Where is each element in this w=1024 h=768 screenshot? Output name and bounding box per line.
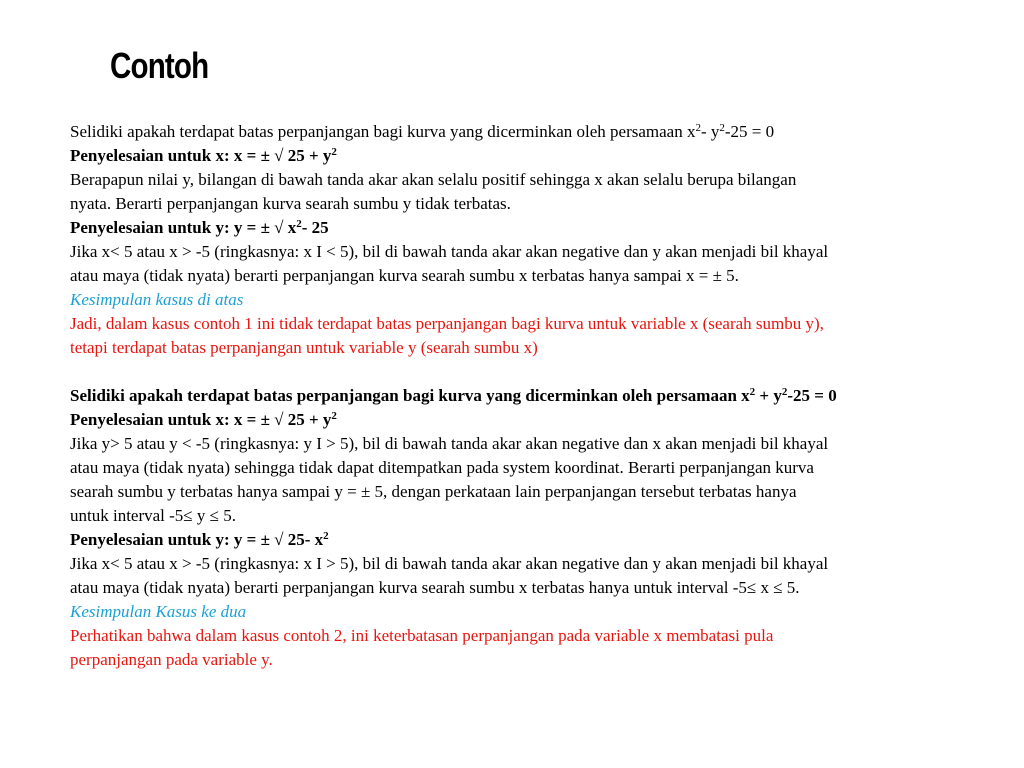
case1-conclusion-1: Jadi, dalam kasus contoh 1 ini tidak terdapat batas perpanjangan bagi kurva untuk variable x (searah sumbu y),	[70, 314, 824, 333]
slide-title: Contoh	[110, 45, 209, 86]
case1-solution-y: Penyelesaian untuk y: y = ± √ $x^2-$ 25	[70, 218, 329, 237]
case2-solution-x-desc-2: atau maya (tidak nyata) sehingga tidak dapat ditempatkan pada system koordinat. Berarti perpanjangan kurva	[70, 458, 814, 477]
case1-conclusion-heading: Kesimpulan kasus di atas	[70, 290, 244, 309]
section-spacer	[70, 360, 980, 384]
case2-solution-y: Penyelesaian untuk y: y = ± √ 25- $x^2$	[70, 530, 329, 549]
case1-conclusion-2: tetapi terdapat batas perpanjangan untuk variable y (searah sumbu x)	[70, 338, 538, 357]
case2-solution-x-desc-3: searah sumbu y terbatas hanya sampai y = ± 5, dengan perkataan lain perpanjangan tersebut terbatas hanya	[70, 482, 797, 501]
case2-question: Selidiki apakah terdapat batas perpanjangan bagi kurva yang dicerminkan oleh persamaan $x^2 + y^2-25 = 0$	[70, 386, 837, 405]
case1-solution-x-desc-2: nyata. Berarti perpanjangan kurva searah sumbu y tidak terbatas.	[70, 194, 511, 213]
case2-conclusion-1: Perhatikan bahwa dalam kasus contoh 2, ini keterbatasan perpanjangan pada variable x membatasi pula	[70, 626, 774, 645]
case2-solution-x-desc-1: Jika y> 5 atau y < -5 (ringkasnya: y I > 5), bil di bawah tanda akar akan negative dan x akan menjadi bil khayal	[70, 434, 829, 453]
case1-solution-y-desc-2: atau maya (tidak nyata) berarti perpanjangan kurva searah sumbu x terbatas hanya sampai x = ± 5.	[70, 266, 739, 285]
case2-conclusion-2: perpanjangan pada variable y.	[70, 650, 273, 669]
case1-question: Selidiki apakah terdapat batas perpanjangan bagi kurva yang dicerminkan oleh persamaan $x^2-$ $y^2-25 = 0$	[70, 122, 775, 141]
case2-solution-y-desc-1: Jika x< 5 atau x > -5 (ringkasnya: x I > 5), bil di bawah tanda akar akan negative dan y akan menjadi bil khayal	[70, 554, 829, 573]
case1-solution-y-desc-1: Jika x< 5 atau x > -5 (ringkasnya: x I < 5), bil di bawah tanda akar akan negative dan y akan menjadi bil khayal	[70, 242, 829, 261]
case2-solution-x-desc-4: untuk interval -5≤ y ≤ 5.	[70, 506, 236, 525]
case2-conclusion-heading: Kesimpulan Kasus ke dua	[70, 602, 247, 621]
case1-solution-x-desc-1: Berapapun nilai y, bilangan di bawah tanda akar akan selalu positif sehingga x akan selalu berupa bilangan	[70, 170, 797, 189]
slide-body	[70, 120, 980, 672]
case2-solution-y-desc-2: atau maya (tidak nyata) berarti perpanjangan kurva searah sumbu x terbatas hanya untuk interval -5≤ x ≤ 5.	[70, 578, 800, 597]
case2-solution-x: Penyelesaian untuk x: x = ± √ $25 + y^2$	[70, 410, 337, 429]
case1-solution-x: Penyelesaian untuk x: x = ± √ $25 + y^2$	[70, 146, 337, 165]
